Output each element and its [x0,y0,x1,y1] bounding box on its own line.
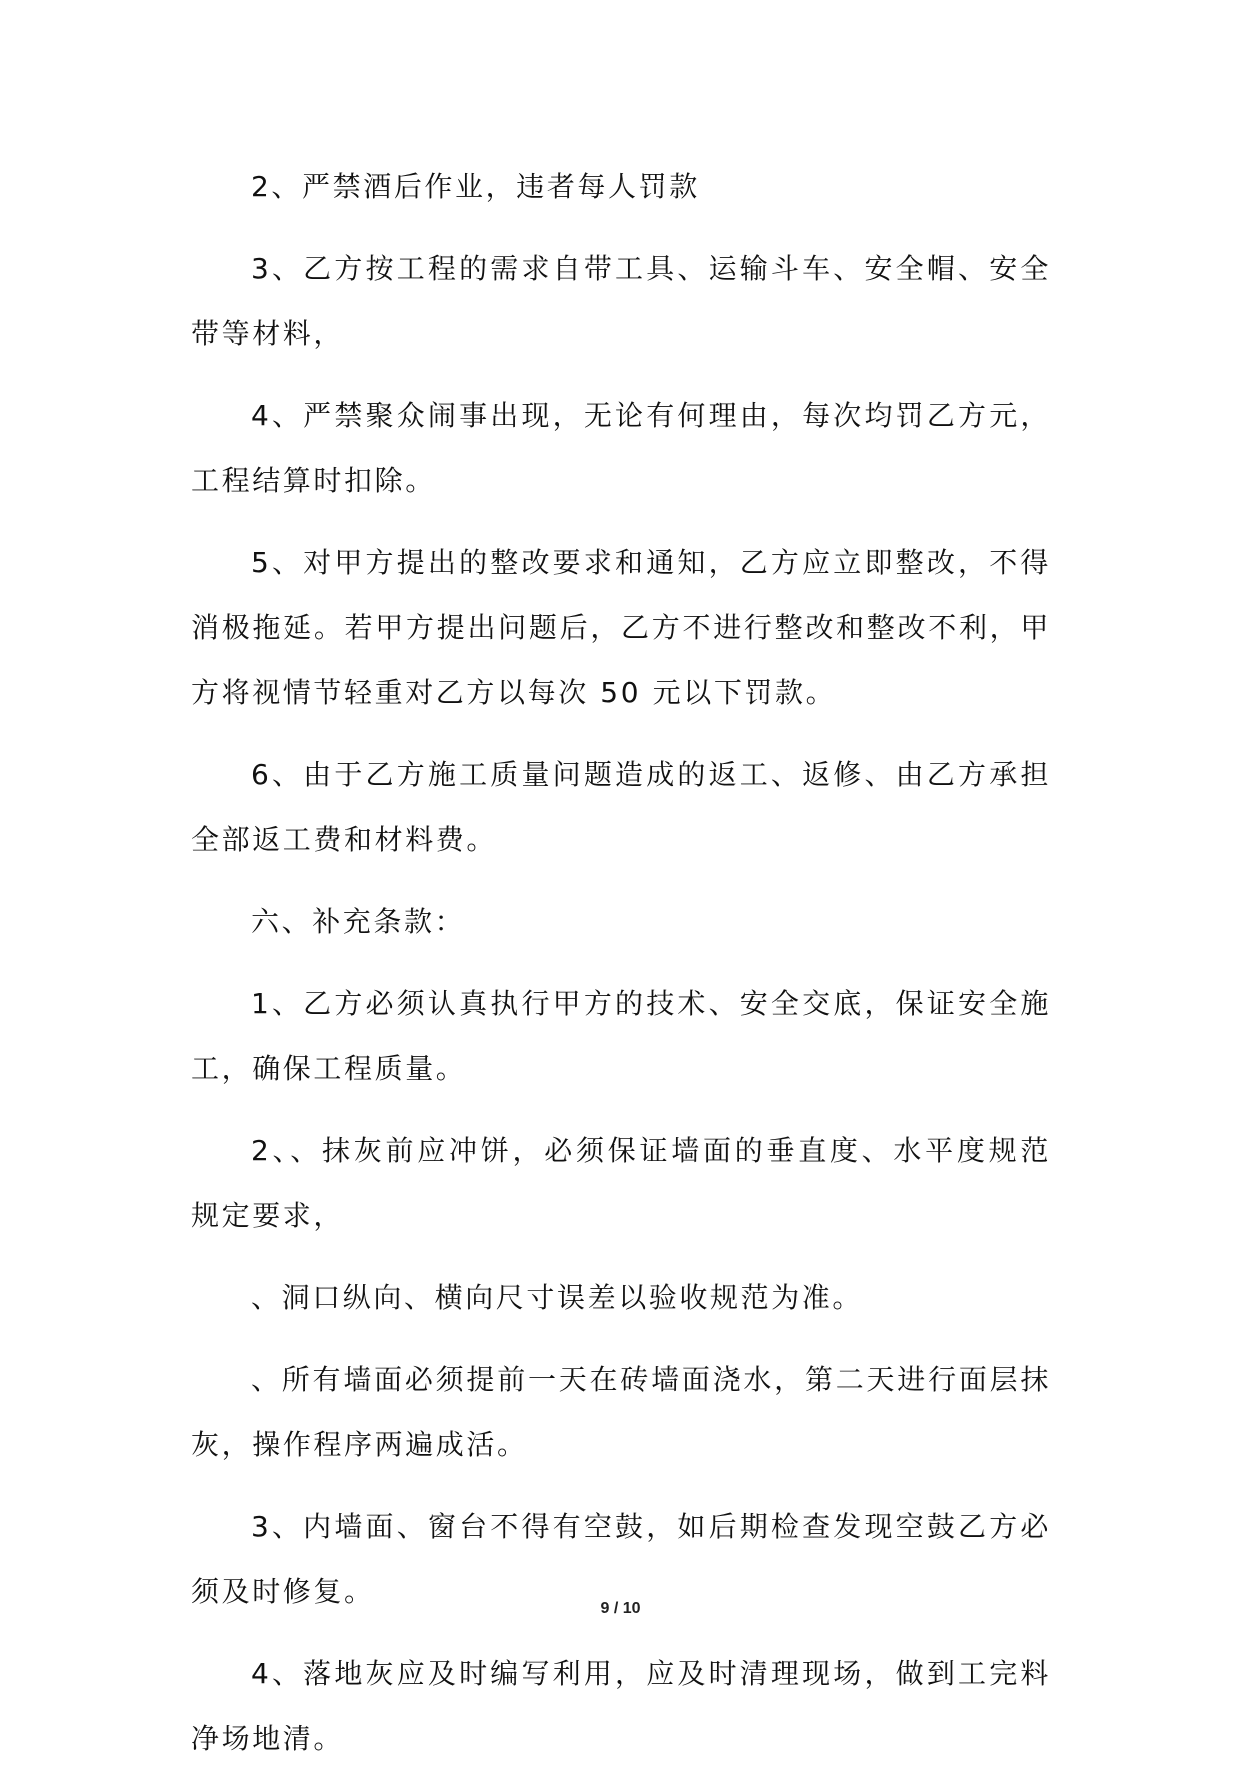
paragraph: 1、乙方必须认真执行甲方的技术、安全交底，保证安全施工，确保工程质量。 [191,987,1051,1085]
paragraph: 5、对甲方提出的整改要求和通知，乙方应立即整改，不得消极拖延。若甲方提出问题后，乙方不进行整改和整改不利，甲方将视情节轻重对乙方以每次 50 元以下罚款。 [191,546,1051,709]
paragraph: 、所有墙面必须提前一天在砖墙面浇水，第二天进行面层抹灰，操作程序两遍成活。 [191,1363,1051,1461]
paragraph: 4、落地灰应及时编写利用，应及时清理现场，做到工完料净场地清。 [191,1657,1051,1755]
section-heading: 六、补充条款： [251,905,466,938]
paragraph: 3、乙方按工程的需求自带工具、运输斗车、安全帽、安全带等材料， [191,252,1051,350]
paragraph: 3、内墙面、窗台不得有空鼓，如后期检查发现空鼓乙方必须及时修复。 [191,1510,1051,1608]
page-number: 9 / 10 [600,1600,641,1617]
paragraph: 6、由于乙方施工质量问题造成的返工、返修、由乙方承担全部返工费和材料费。 [191,758,1051,856]
document-body [191,154,1051,1788]
paragraph: 4、严禁聚众闹事出现，无论有何理由，每次均罚乙方元，工程结算时扣除。 [191,399,1051,497]
paragraph: 2、、抹灰前应冲饼，必须保证墙面的垂直度、水平度规范规定要求， [191,1134,1051,1232]
paragraph: 2、严禁酒后作业，违者每人罚款 [251,170,700,203]
paragraph: 、洞口纵向、横向尺寸误差以验收规范为准。 [251,1281,864,1314]
